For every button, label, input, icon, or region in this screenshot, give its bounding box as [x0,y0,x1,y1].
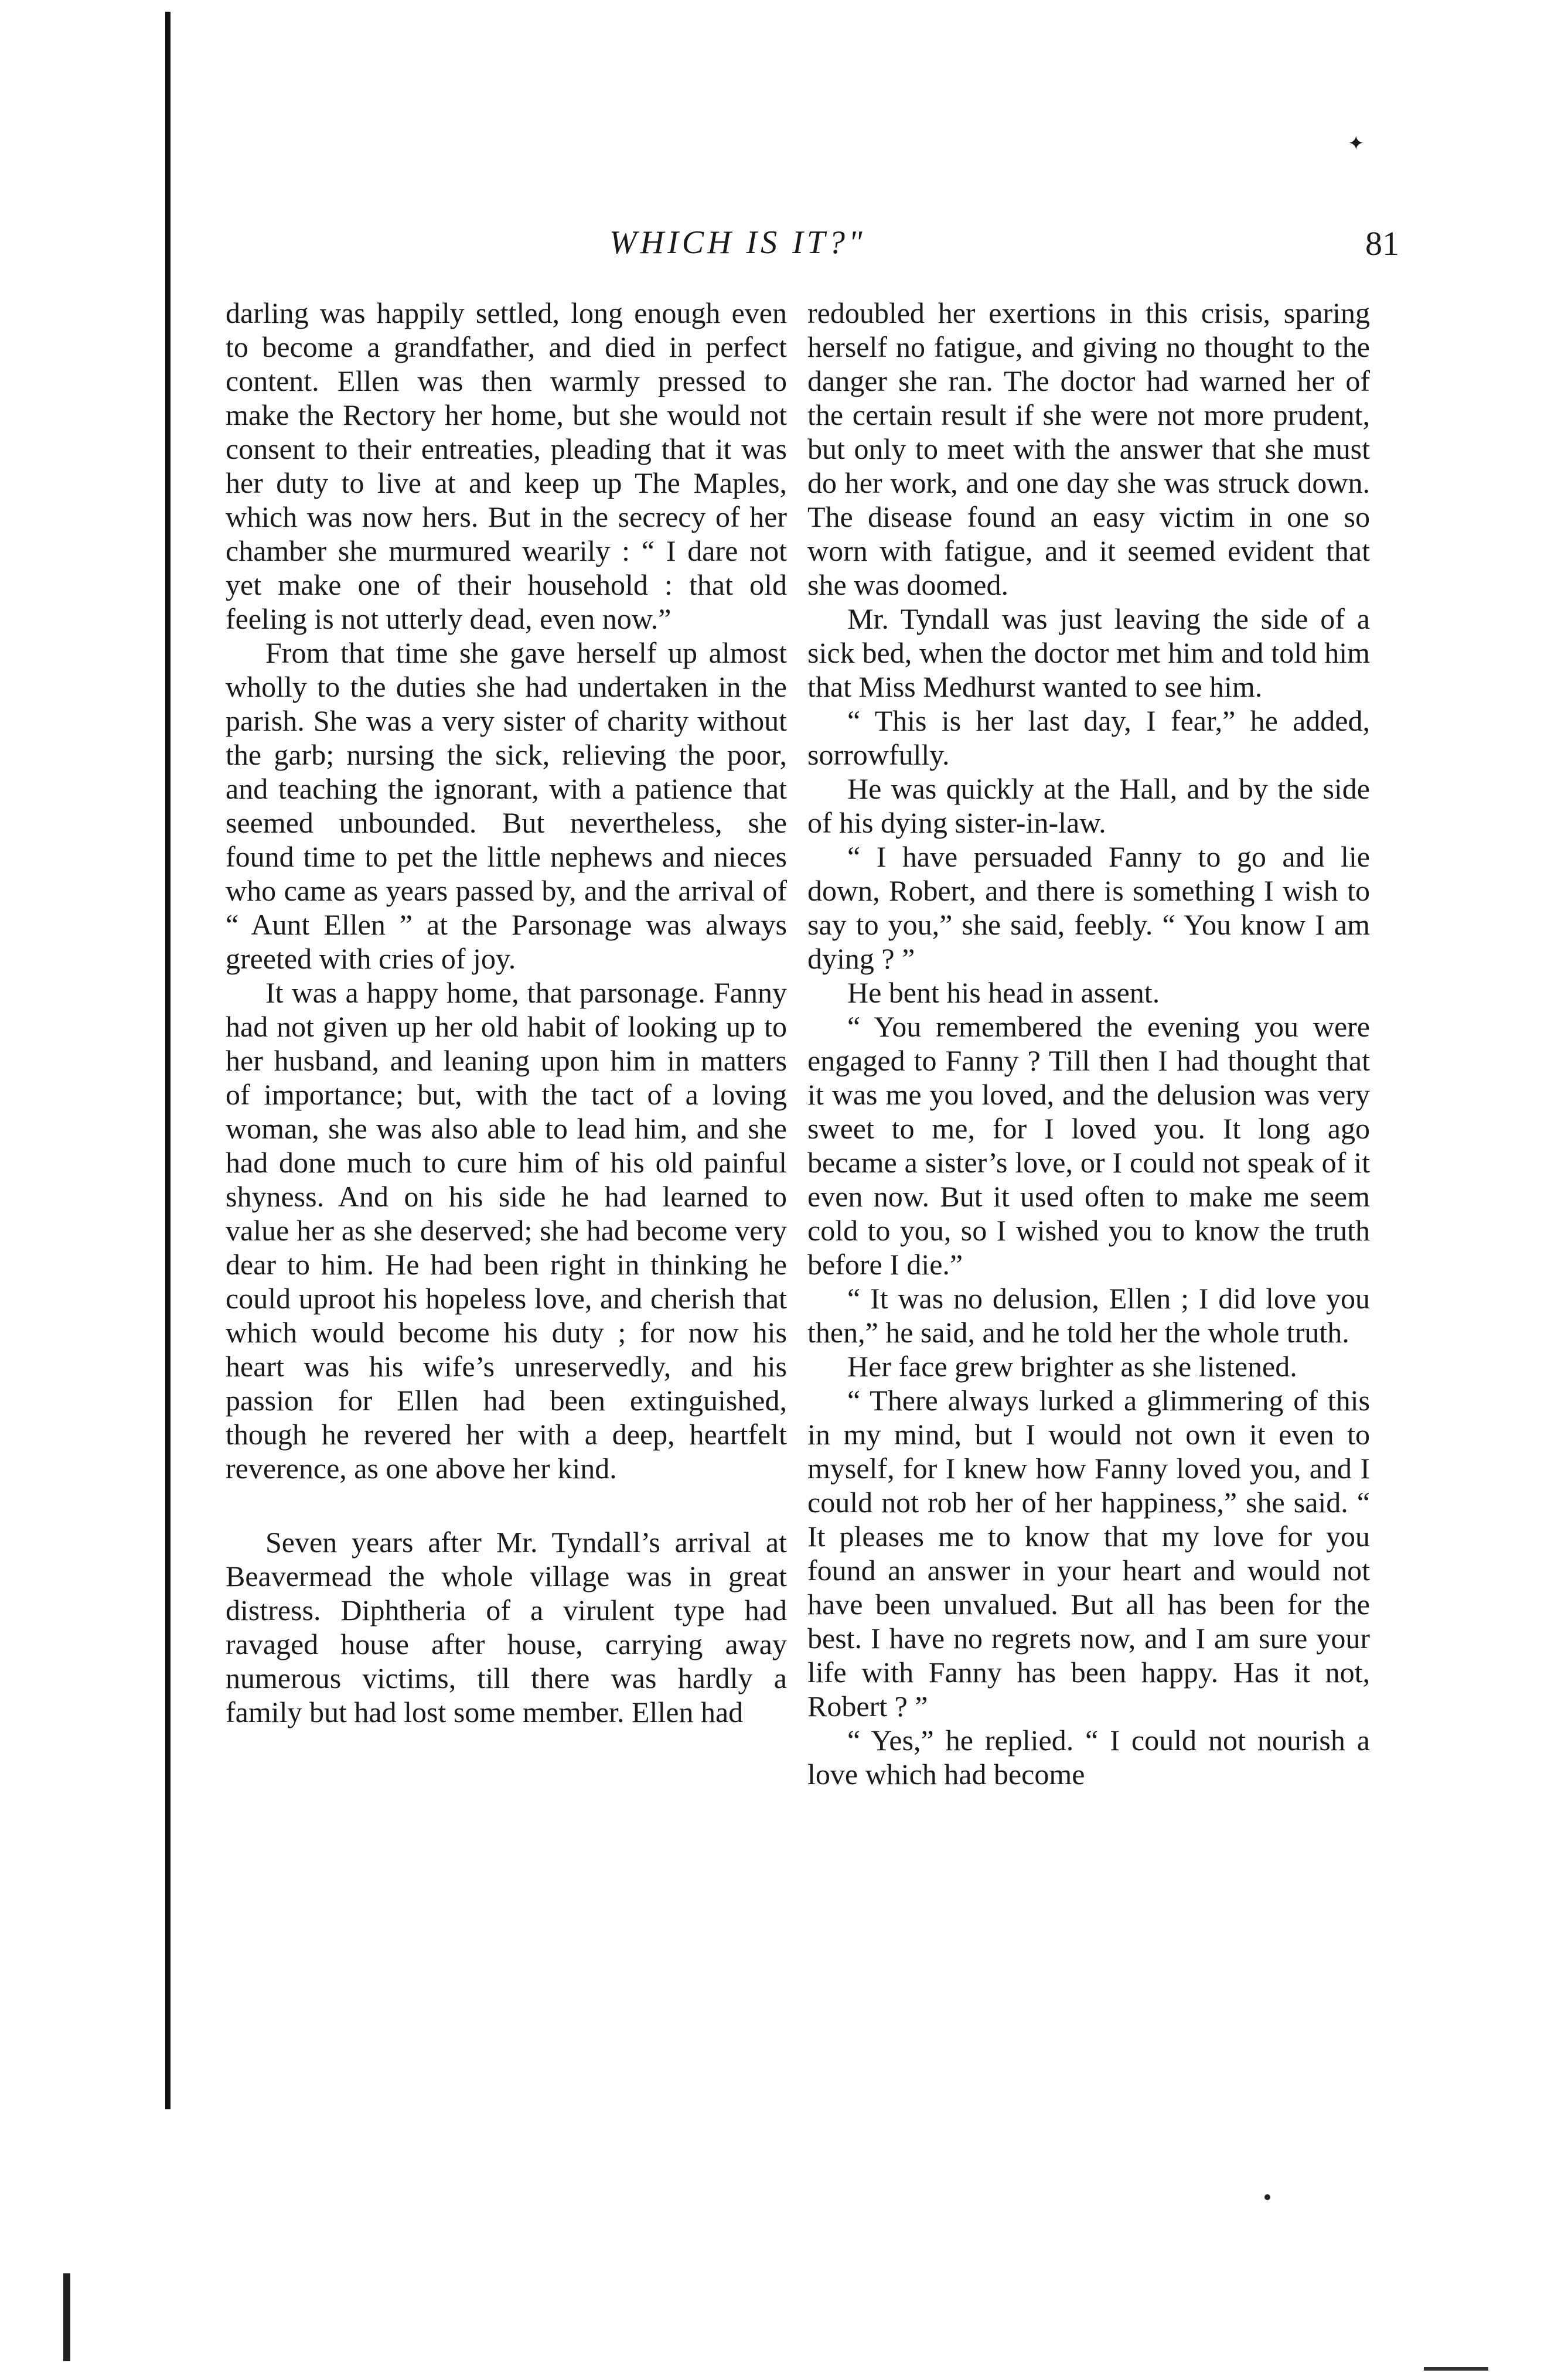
left-column [226,296,787,1729]
printer-mark: ✦ [1348,133,1365,155]
paragraph: Mr. Tyndall was just leaving the side of a sick bed, when the doctor met him and told him that Miss Medhurst wanted to see him. [807,602,1370,703]
paragraph: “ This is her last day, I fear,” he added, sorrowfully. [807,704,1370,771]
binding-gutter-stub [63,2273,70,2361]
paragraph: From that time she gave herself up almost wholly to the duties she had undertaken in the parish. She was a very sister of charity without the garb; nursing the sick, relieving the poor, and teaching the ignorant, with a patience that seemed unbounded. But nevertheless, she found time to pet the little nephews and nieces who came as years passed by, and the arrival of “ Aunt Ellen ” at the Parsonage was always greeted with cries of joy. [226,636,787,975]
paragraph: “ There always lurked a glimmering of this in my mind, but I would not own it even to myself, for I knew how Fanny loved you, and I could not rob her of her happiness,” she said. “ It pleases me to know that my love for you found an answer in your heart and would not have been unvalued. But all has been for the best. I have no regrets now, and I am sure your life with Fanny has been happy. Has it not, Robert ? ” [807,1384,1370,1723]
bottom-edge-mark [1424,2367,1488,2371]
paragraph: redoubled her exertions in this crisis, sparing herself no fatigue, and giving no thought to the danger she ran. The doctor had warned her of the certain result if she were not more prudent, but only to meet with the answer that she must do her work, and one day she was struck down. The disease found an easy victim in one so worn with fatigue, and it seemed evident that she was doomed. [807,296,1370,601]
paragraph: He bent his head in assent. [847,976,1160,1009]
paragraph: “ You remembered the evening you were engaged to Fanny ? Till then I had thought that it was me you loved, and the delusion was very sweet to me, for I loved you. It long ago became a sister’s love, or I could not speak of it even now. But it used often to make me seem cold to you, so I wished you to know the truth before I die.” [807,1010,1370,1281]
running-title: WHICH IS IT?" [609,224,866,261]
paragraph: Seven years after Mr. Tyndall’s arrival at Beavermead the whole village was in great distress. Diphtheria of a virulent type had ravaged house after house, carrying away numerous victims, till there was hardly a family but had lost some member. Ellen had [226,1526,787,1728]
paragraph: “ It was no delusion, Ellen ; I did love you then,” he said, and he told her the whole truth. [807,1282,1370,1349]
ink-speck [1264,2194,1270,2200]
paragraph: darling was happily settled, long enough even to become a grandfather, and died in perfect content. Ellen was then warmly pressed to make the Rectory her home, but she would not consent to their entreaties, pleading that it was her duty to live at and keep up The Maples, which was now hers. But in the secrecy of her chamber she murmured wearily : “ I dare not yet make one of their household : that old feeling is not utterly dead, even now.” [226,296,787,635]
right-column [807,296,1370,1791]
paragraph: It was a happy home, that parsonage. Fanny had not given up her old habit of looking up to her husband, and leaning upon him in matters of importance; but, with the tact of a loving woman, she was also able to lead him, and she had done much to cure him of his old painful shyness. And on his side he had learned to value her as she deserved; she had become very dear to him. He had been right in thinking he could uproot his hopeless love, and cherish that which would become his duty ; for now his heart was his wife’s unreservedly, and his passion for Ellen had been extinguished, though he revered her with a deep, heartfelt reverence, as one above her kind. [226,976,787,1485]
paragraph: “ I have persuaded Fanny to go and lie down, Robert, and there is something I wish to say to you,” she said, feebly. “ You know I am dying ? ” [807,840,1370,975]
paragraph: “ Yes,” he replied. “ I could not nourish a love which had become [807,1724,1370,1791]
page-number: 81 [1365,224,1399,262]
paragraph: He was quickly at the Hall, and by the side of his dying sister-in-law. [807,772,1370,839]
binding-gutter-line [165,12,171,2109]
paragraph: Her face grew brighter as she listened. [847,1350,1297,1383]
